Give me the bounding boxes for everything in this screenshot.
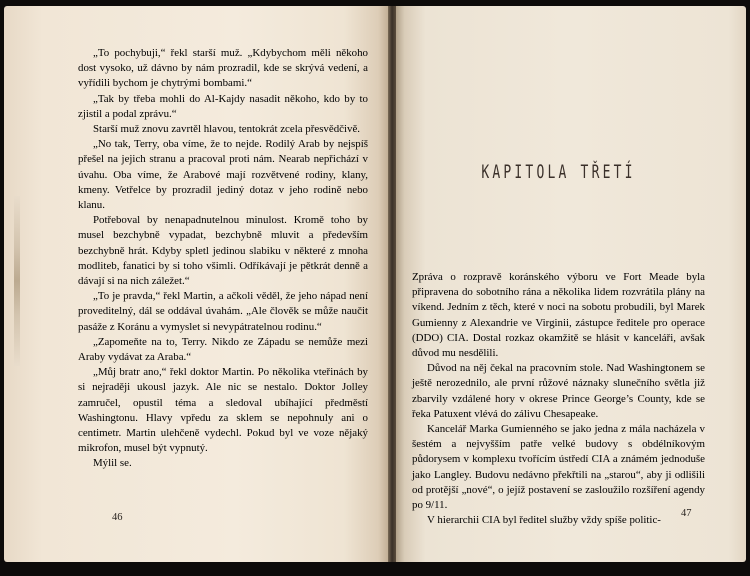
paragraph: Mýlil se. xyxy=(93,457,132,470)
paragraph: „Tak by třeba mohli do Al-Kajdy nasadit někoho, kdo by to zjistil a podal zprávu.“ xyxy=(78,92,368,120)
left-page-text xyxy=(78,46,368,472)
paragraph: „No tak, Terry, oba víme, že to nejde. Rodilý Arab by nejspíš přešel na jejich stranu a pracoval proti nám. Nearab nepřichází v úvahu. Oba víme, že Arabové mají rozvětvené rodiny, klany, kmeny. Vetřelce by prozradil jediný dotaz v jeho rodině nebo klanu. xyxy=(78,138,368,212)
paragraph: V hierarchii CIA byl ředitel služby vždy spíše politic- xyxy=(427,514,661,527)
paragraph: „To je pravda,“ řekl Martin, a ačkoli věděl, že jeho nápad není proveditelný, dál se oddával úvahám. „Ale člověk se může naučit pasáže z Koránu a vymyslet si nevypátratelnou rodinu.“ xyxy=(78,290,368,333)
paragraph: Kancelář Marka Gumienného se jako jedna z mála nacházela v šestém a nejvyšším patře velké budovy s obdélníkovým půdorysem v komplexu tvořícím ústředí CIA a známém jednoduše jako Langley. Budovu nedávno překřtili na „starou“, aby ji odlišili od protější „nové“, o jejíž postavení se zasloužilo rozšíření agendy po 9/11. xyxy=(412,423,705,512)
paragraph: „To pochybuji,“ řekl starší muž. „Kdybychom měli někoho dost vysoko, už dávno by nám prozradil, kde se skrývá vedení, a vyřídili bychom je chytrými bombami.“ xyxy=(78,47,368,90)
first-paragraph: Zpráva o rozpravě koránského výboru ve Fort Meade byla připravena do sobotního rána a několika lidem rozvrátila plány na víkend. Jedním z těch, které v noci na sobotu probudili, byl Marek Gumienny z Alexandrie ve Virginii, zástupce ředitele pro operace (DDO) CIA. Dostal rozkaz okamžitě se hlásit v kanceláři, avšak důvod mu nesdělili. xyxy=(412,271,705,360)
book-gutter xyxy=(388,6,396,562)
page-number-right: 47 xyxy=(681,508,692,519)
page-number-left: 46 xyxy=(112,512,123,523)
paragraph: Starší muž znovu zavrtěl hlavou, tentokrát zcela přesvědčivě. xyxy=(93,123,361,136)
paragraph: Důvod na něj čekal na pracovním stole. Nad Washingtonem se ještě nerozednilo, ale první růžové náznaky slunečního světla již zbarvily vzdálené hory v okrese Prince George’s County, kde se řeka Patuxent vlévá do zálivu Chesapeake. xyxy=(412,362,705,420)
paragraph: „Zapomeňte na to, Terry. Nikdo ze Západu se nemůže mezi Araby vydávat za Araba.“ xyxy=(78,335,368,364)
right-page-text xyxy=(412,270,705,528)
paragraph: Potřeboval by nenapadnutelnou minulost. Kromě toho by musel bezchybně vypadat, bezchybně mluvit a především bezchybně hrát. Kdyby spletl jedinou slabiku v některé z mnoha modliteb, fanatici by si toho všimli. Odříkávají je pětkrát denně a dávají si na nich záležet.“ xyxy=(78,214,368,288)
paragraph: „Můj bratr ano,“ řekl doktor Martin. Po několika vteřinách by si nejraději ukousl jazyk. Ale nic se nestalo. Doktor Jolley zamručel, opustil téma a sledoval ubíhající předměstí Washingtonu. Hlavy vpředu za sklem se nepohnuly ani o centimetr. Martin ulehčeně vydechl. Pokud byl ve voze nějaký mikrofon, musel být vypnutý. xyxy=(78,366,368,455)
chapter-heading: KAPITOLA TŘETÍ xyxy=(481,162,636,184)
page-edge-shadow xyxy=(14,196,20,366)
